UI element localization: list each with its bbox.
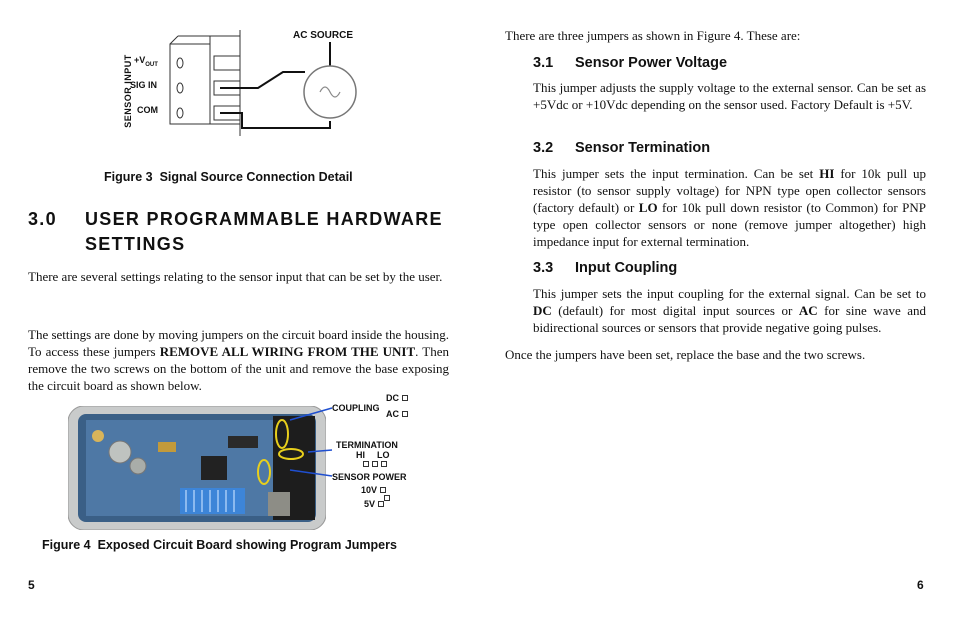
sensor-input-label: SENSOR INPUT (123, 54, 133, 128)
access-paragraph: The settings are done by moving jumpers on the circuit board inside the housing. To access these jumpers REMOVE ALL WIRING FROM THE UNIT. Then remove the two screws on the bottom of the unit and remove the base exposing the circuit board as shown below. (28, 327, 449, 393)
page-number-left: 5 (28, 578, 35, 592)
coupling-label: COUPLING (332, 403, 380, 413)
page-number-right: 6 (917, 578, 924, 592)
section-title-line2: SETTINGS (85, 234, 186, 254)
termination-label: TERMINATION (336, 440, 398, 450)
termination-pins (363, 461, 387, 467)
closing-paragraph: Once the jumpers have been set, replace the base and the two screws. (505, 347, 866, 362)
section-3-1-heading: 3.1 Sensor Power Voltage (533, 55, 728, 71)
power-pin-mid (384, 495, 390, 501)
10v-label: 10V (361, 485, 386, 495)
section-title-line1: USER PROGRAMMABLE HARDWARE (85, 209, 443, 229)
5v-label: 5V (364, 499, 384, 509)
dc-label: DC (386, 393, 408, 403)
figure-3-caption: Figure 3 Signal Source Connection Detail (104, 170, 353, 184)
hi-label: HI (356, 450, 365, 460)
section-3-0-heading (28, 207, 450, 257)
section-3-3-heading: 3.3 Input Coupling (533, 260, 678, 276)
ac-source-label: AC SOURCE (293, 30, 354, 41)
ac-label: AC (386, 409, 408, 419)
callout-lines (270, 400, 336, 490)
figure-4-caption: Figure 4 Exposed Circuit Board showing Program Jumpers (42, 538, 397, 552)
section-3-1-text: This jumper adjusts the supply voltage to the external sensor. Can be set as +5Vdc or +10Vdc depending on the sensor used. Factory Default is +5V. (533, 80, 926, 112)
warning-text: REMOVE ALL WIRING FROM THE UNIT (159, 344, 416, 359)
section-3-3-text: This jumper sets the input coupling for the external signal. Can be set to DC (default) for most digital input sources or AC for sine wave and bidirectional sources or sensors that provide negative going pulses. (533, 286, 926, 335)
intro-paragraph: There are several settings relating to the sensor input that can be set by the user. (28, 269, 443, 284)
com-label: COM (137, 105, 158, 115)
jumpers-intro: There are three jumpers as shown in Figure 4. These are: (505, 28, 801, 43)
section-3-2-text: This jumper sets the input termination. Can be set HI for 10k pull up resistor (to sensor supply voltage) for NPN type open collector sensors (factory default) or LO for 10k pull down resistor (to Common) for PNP type open collector sensors or none (remove jumper altogether) high impedance input for external termination. (533, 166, 926, 249)
sig-in-label: SIG IN (130, 80, 158, 90)
sensor-power-label: SENSOR POWER (332, 472, 407, 482)
lo-label: LO (377, 450, 390, 460)
section-number: 3.0 (28, 209, 57, 229)
vout-label: $+V_{OUT}$ (134, 55, 158, 68)
section-3-2-heading: 3.2 Sensor Termination (533, 140, 711, 156)
